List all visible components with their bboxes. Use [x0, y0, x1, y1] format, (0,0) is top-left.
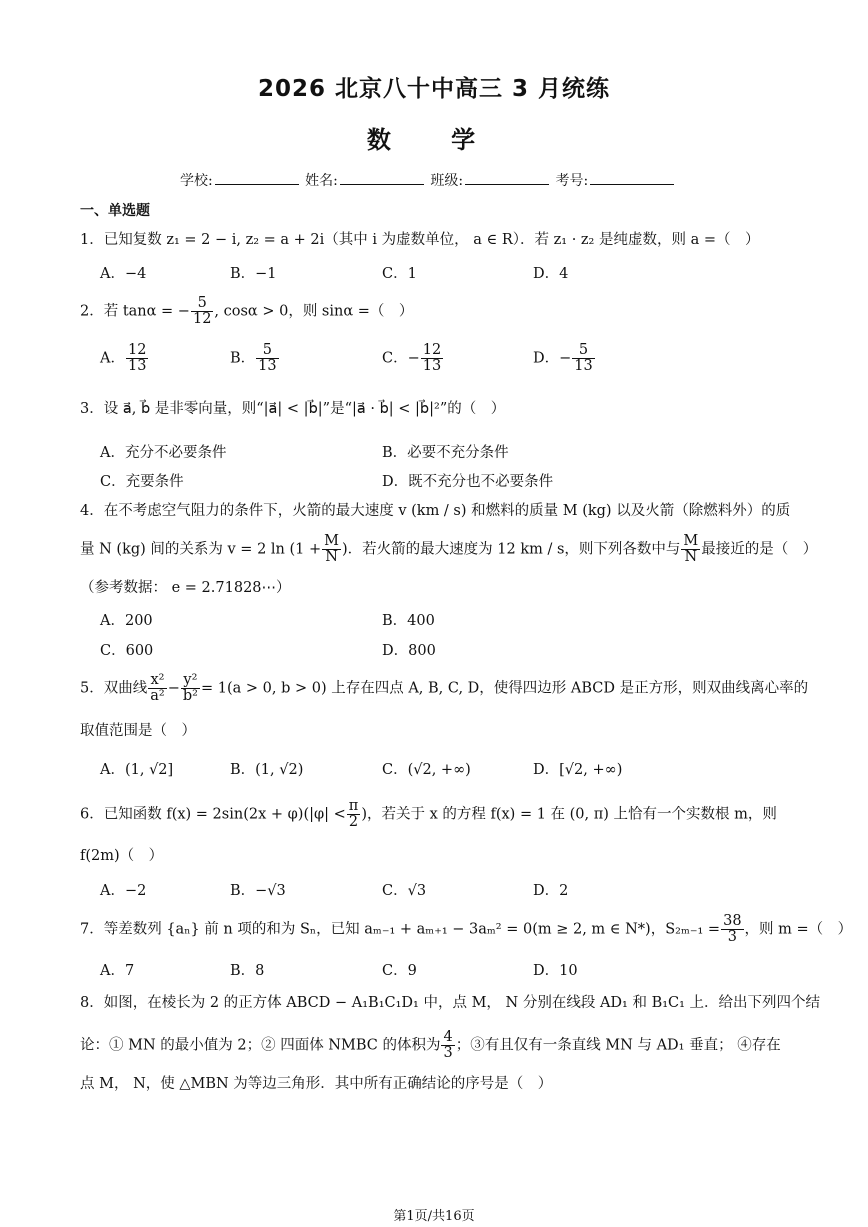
q6-option-a: A．−2 [100, 883, 147, 899]
q2-option-a: A． $\frac{12}{13}$ [100, 342, 147, 374]
q3-option-b: B．必要不充分条件 [382, 445, 509, 461]
q3-stem: 3．设 a⃗, b⃗ 是非零向量，则“|a⃗| < |b⃗|”是“|a⃗ · b⃗| < |b⃗|²”的（ ） [80, 401, 506, 417]
page-title: 2026 北京八十中高三 3 月统练 [257, 76, 611, 102]
q4-note: （参考数据： e = 2.71828⋯） [80, 580, 291, 596]
q5-option-d: D．[√2, +∞) [533, 762, 623, 778]
q7-option-c: C．9 [382, 963, 417, 979]
student-info-line [180, 170, 676, 190]
q8-stem-line3: 点 M， N，使 △MBN 为等边三角形．其中所有正确结论的序号是（ ） [80, 1076, 553, 1092]
q4-option-d: D．800 [382, 643, 436, 659]
q2-option-d: D．− $\frac{5}{13}$ [533, 342, 593, 374]
q2-option-c: C．− $\frac{12}{13}$ [382, 342, 442, 374]
q1-option-c: C．1 [382, 266, 417, 282]
q3-option-d: D．既不充分也不必要条件 [382, 474, 554, 490]
q4-stem-line2: 量 N (kg) 间的关系为 v = 2 ln (1 + $\frac{M}{N}$ )．若火箭的最大速度为 12 km / s，则下列各数中与 $\frac{M}{N}$ 最接近的是（ ） [80, 533, 818, 565]
q3-option-a: A．充分不必要条件 [100, 445, 227, 461]
q6-stem-line2: f(2m)（ ） [80, 848, 164, 864]
q1-option-d: D．4 [533, 266, 569, 282]
q4-option-c: C．600 [100, 643, 154, 659]
q5-stem-line2: 取值范围是（ ） [80, 723, 196, 739]
q8-stem-line2: 论：① MN 的最小值为 2；② 四面体 NMBC 的体积为 $\frac{4}{3}$ ；③有且仅有一条直线 MN 与 AD₁ 垂直； ④存在 [80, 1029, 781, 1061]
class-label: 班级: [430, 173, 464, 189]
q5-option-c: C．(√2, +∞) [382, 762, 471, 778]
q2-option-b: B． $\frac{5}{13}$ [230, 342, 277, 374]
q5-stem: 5．双曲线 $\frac{\text{x²}}{\text{a²}}$ − $\frac{\text{y²}}{\text{b²}}$ = 1(a > 0, b > 0) 上存在四点 A, B, C, D，使得四边形 ABCD 是正方形，则双曲线离心率的 [80, 672, 809, 704]
exam-no-blank [590, 172, 674, 185]
section-title: 一、单选题 [80, 203, 150, 219]
school-blank [215, 172, 299, 185]
class-blank [465, 172, 549, 185]
q1-option-a: A．−4 [100, 266, 147, 282]
q3-option-c: C．充要条件 [100, 474, 184, 490]
q6-option-c: C．√3 [382, 883, 427, 899]
school-label: 学校: [180, 173, 213, 189]
page-footer: 第1页/共16页 [393, 1209, 475, 1224]
name-label: 姓名: [305, 173, 338, 189]
q1-stem: 1．已知复数 z₁ = 2 − i, z₂ = a + 2i（其中 i 为虚数单位， a ∈ R）．若 z₁ · z₂ 是纯虚数，则 a =（ ） [80, 232, 760, 248]
q6-option-d: D．2 [533, 883, 569, 899]
q5-option-b: B．(1, √2) [230, 762, 304, 778]
q1-option-b: B．−1 [230, 266, 277, 282]
q6-stem: 6．已知函数 f(x) = 2sin(2x + φ)(|φ| < $\frac{\pi}{2}$ )，若关于 x 的方程 f(x) = 1 在 (0, π) 上恰有一个实数根 m，则 [80, 798, 777, 830]
q4-option-b: B．400 [382, 613, 435, 629]
q7-option-a: A．7 [100, 963, 135, 979]
q5-option-a: A．(1, √2] [100, 762, 174, 778]
q7-stem: 7．等差数列 {aₙ} 前 n 项的和为 Sₙ，已知 aₘ₋₁ + aₘ₊₁ − 3aₘ² = 0(m ≥ 2, m ∈ N*)，S₂ₘ₋₁ = $\frac{38}{3}$ ，则 m =（ ） [80, 913, 853, 945]
q7-option-b: B．8 [230, 963, 265, 979]
q4-stem-line1: 4．在不考虑空气阻力的条件下，火箭的最大速度 v (km / s) 和燃料的质量 M (kg) 以及火箭（除燃料外）的质 [80, 503, 791, 519]
q2-stem: 2．若 tanα = − $\frac{5}{12}$ , cosα > 0，则 sinα =（ ） [80, 295, 414, 327]
q6-option-b: B．−√3 [230, 883, 286, 899]
q7-option-d: D．10 [533, 963, 578, 979]
q4-option-a: A．200 [100, 613, 153, 629]
exam-no-label: 考号: [555, 173, 589, 189]
name-blank [340, 172, 424, 185]
q8-stem-line1: 8．如图，在棱长为 2 的正方体 ABCD − A₁B₁C₁D₁ 中，点 M， N 分别在线段 AD₁ 和 B₁C₁ 上．给出下列四个结 [80, 995, 821, 1011]
subject-title: 数 学 [366, 126, 502, 154]
q2-frac: $\frac{5}{12}$ [192, 295, 212, 327]
